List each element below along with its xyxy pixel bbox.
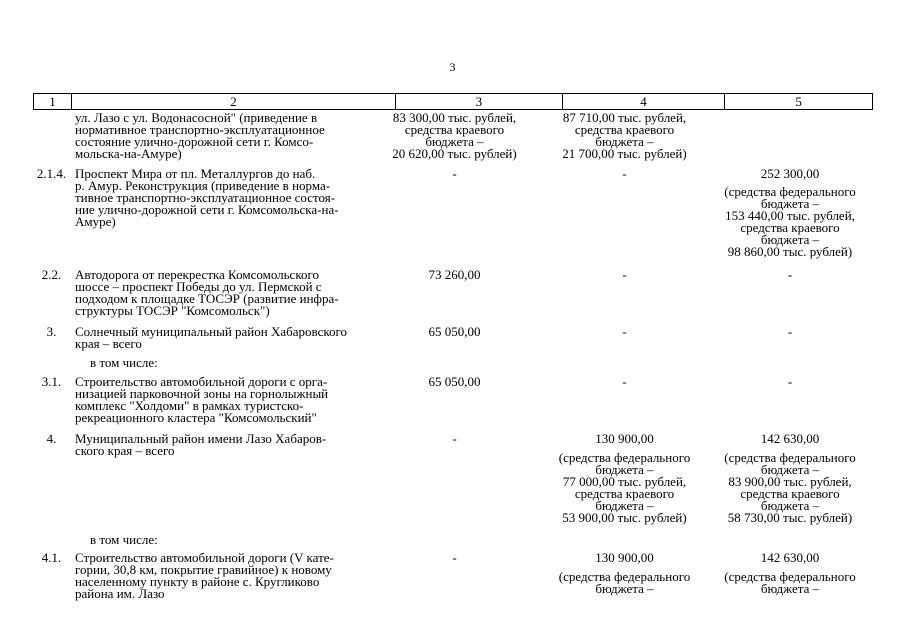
row-text-line: края – всего — [75, 336, 142, 351]
subtotal-label: в том числе: — [90, 532, 158, 547]
row-text-line: ского края – всего — [75, 443, 175, 458]
cell-col3-line: 20 620,00 тыс. рублей) — [392, 146, 517, 161]
row-text-line: мольска-на-Амуре) — [75, 146, 182, 161]
cell-col4-total: 130 900,00 — [595, 431, 654, 446]
cell-col5-total: 252 300,00 — [760, 166, 820, 181]
header-col-3: 3 — [395, 94, 562, 109]
cell-col5-line: 153 440,00 тыс. рублей, — [725, 208, 855, 223]
row-text-line: Солнечный муниципальный район Хабаровского — [75, 324, 348, 339]
cell-col4: - — [622, 324, 627, 339]
header-col-5: 5 — [724, 94, 872, 109]
cell-col5-line: (средства федерального — [724, 184, 856, 199]
row-number: 3.1. — [41, 374, 62, 389]
cell-col5-line: бюджета – — [760, 232, 820, 247]
cell-col5: - — [787, 267, 793, 282]
row-text-line: Проспект Мира от пл. Металлургов до наб. — [75, 166, 316, 181]
row-text-line: гории, 30,8 км, покрытие гравийное) к новому — [75, 562, 332, 577]
row-text-line: низацией парковочной зоны на горнолыжный — [75, 386, 329, 401]
cell-col4-line: средства краевого — [574, 486, 675, 501]
cell-col5-line: бюджета – — [760, 462, 820, 477]
cell-col5-line: (средства федерального — [724, 450, 856, 465]
row-text-line: нормативное транспортно-эксплуатационное — [75, 122, 325, 137]
cell-col3-line: 83 300,00 тыс. рублей, — [392, 110, 517, 125]
row-number: 4.1. — [41, 550, 62, 565]
row-text-line: р. Амур. Реконструкция (приведение в норма- — [75, 178, 331, 193]
cell-col5-line: 98 860,00 тыс. рублей) — [727, 244, 853, 259]
cell-col5-total: 142 630,00 — [760, 550, 820, 565]
cell-col5-line: бюджета – — [760, 498, 820, 513]
cell-col4-line: 87 710,00 тыс. рублей, — [562, 110, 687, 125]
row-text-line: населенному пункту в районе с. Кругликово — [75, 574, 320, 589]
cell-col5-line: бюджета – — [760, 581, 820, 596]
row-text-line: Автодорога от перекрестка Комсомольского — [75, 267, 319, 282]
cell-col4-line: бюджета – — [595, 498, 654, 513]
row-text-line: тивное транспортно-эксплуатационное состоя- — [75, 190, 336, 205]
row-number: 3. — [46, 324, 57, 339]
cell-col4: - — [622, 267, 627, 282]
cell-col3: - — [452, 431, 457, 446]
row-text-line: структуры ТОСЭР "Комсомольск") — [75, 303, 270, 318]
cell-col3: - — [452, 550, 457, 565]
row-text-line: комплекс "Холдоми" в рамках туристско- — [75, 398, 304, 413]
cell-col3-line: бюджета – — [425, 134, 484, 149]
cell-col3: 65 050,00 — [428, 324, 481, 339]
row-text-line: района им. Лазо — [75, 586, 165, 601]
row-text-line: рекреационного кластера "Комсомольский" — [75, 410, 317, 425]
cell-col4-line: бюджета – — [595, 462, 654, 477]
cell-col5-line: 83 900,00 тыс. рублей, — [728, 474, 852, 489]
cell-col3: 73 260,00 — [428, 267, 481, 282]
cell-col5: - — [787, 374, 793, 389]
cell-col5-line: средства краевого — [740, 220, 840, 235]
cell-col3-line: средства краевого — [404, 122, 505, 137]
cell-col4: - — [622, 166, 627, 181]
row-text-line: Муниципальный район имени Лазо Хабаров- — [75, 431, 327, 446]
row-text-line: шоссе – проспект Победы до ул. Пермской с — [75, 279, 322, 294]
cell-col4: - — [622, 374, 627, 389]
cell-col4-total: 130 900,00 — [595, 550, 654, 565]
cell-col5-line: бюджета – — [760, 196, 820, 211]
header-col-1: 1 — [49, 94, 56, 109]
row-number: 2.1.4. — [36, 166, 67, 181]
page-number: 3 — [449, 60, 456, 74]
cell-col5-total: 142 630,00 — [760, 431, 820, 446]
cell-col5-line: (средства федерального — [724, 569, 856, 584]
cell-col4-line: средства краевого — [574, 122, 675, 137]
header-col-4: 4 — [562, 94, 725, 109]
header-col-2: 2 — [71, 94, 395, 109]
cell-col5: - — [787, 324, 793, 339]
table-header — [33, 93, 873, 110]
row-text-line: ул. Лазо с ул. Водонасосной" (приведение в — [75, 110, 318, 125]
cell-col4-line: 21 700,00 тыс. рублей) — [562, 146, 687, 161]
cell-col3: - — [452, 166, 457, 181]
cell-col4-line: бюджета – — [595, 134, 654, 149]
cell-col4-line: 77 000,00 тыс. рублей, — [562, 474, 687, 489]
cell-col4-line: 53 900,00 тыс. рублей) — [562, 510, 687, 525]
cell-col3: 65 050,00 — [428, 374, 481, 389]
row-text-line: Амуре) — [75, 214, 116, 229]
cell-col4-line: (средства федерального — [558, 569, 691, 584]
row-text-line: Строительство автомобильной дороги (V кате- — [75, 550, 334, 565]
row-text-line: подходом к площадке ТОСЭР (развитие инфра- — [75, 291, 339, 306]
row-number: 4. — [46, 431, 57, 446]
row-text-line: состояние улично-дорожной сети г. Комсо- — [75, 134, 314, 149]
row-text-line: Строительство автомобильной дороги с орга- — [75, 374, 328, 389]
cell-col4-line: (средства федерального — [558, 450, 691, 465]
cell-col5-line: 58 730,00 тыс. рублей) — [727, 510, 853, 525]
row-number: 2.2. — [41, 267, 62, 282]
row-text-line: ние улично-дорожной сети г. Комсомольска-на- — [75, 202, 339, 217]
cell-col4-line: бюджета – — [595, 581, 654, 596]
subtotal-label: в том числе: — [90, 355, 158, 370]
cell-col5-line: средства краевого — [740, 486, 840, 501]
